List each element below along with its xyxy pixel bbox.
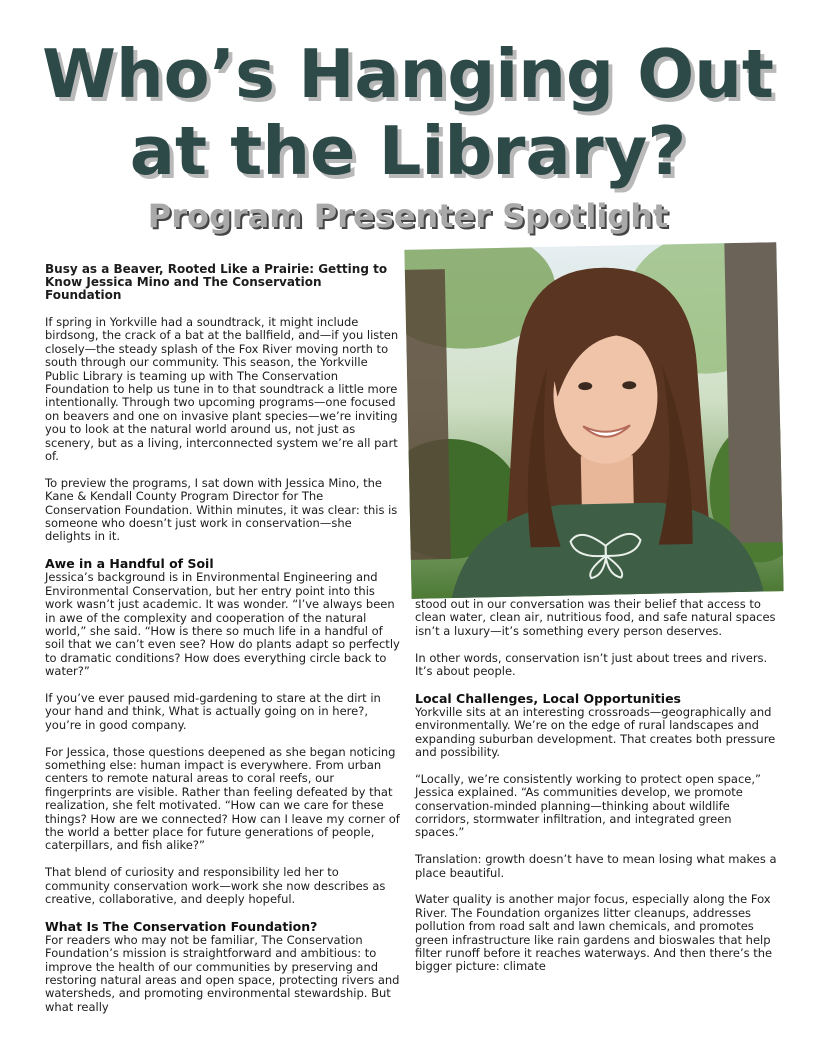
page-title-line-1: Who’s Hanging Out [42,35,774,113]
paragraph-people: In other words, conservation isn’t just about trees and rivers. It’s about people. [415,650,768,679]
paragraph-preview: To preview the programs, I sat down with Jessica Mino, the Kane & Kendall County Program Director for The Conservation Foundation. Within minutes, it was clear: this is someone who doesn’t just work in conservation—she delights in it. [45,475,398,544]
paragraph-gardening: If you’ve ever paused mid-gardening to stare at the dirt in your hand and think, What is actually going on in here?, you’re in good company. [45,690,381,732]
paragraph-mission: For readers who may not be familiar, The Conservation Foundation’s mission is straightforward and ambitious: to improve the health of our communities by preserving and restoring natural areas and open space, protecting rivers and watersheds, and promoting environmental stewardship. But what really [45,932,400,1014]
paragraph-intro: If spring in Yorkville had a soundtrack, it might include birdsong, the crack of a bat at the ballfield, and—if you listen closely—the steady splash of the Fox River moving north to south through our community. This season, the Yorkville Public Library is teaming up with The Conservation Foundation to help us tune in to that soundtrack a little more intentionally. Through two upcoming programs—one focused on beavers and one on invasive plant species—we’re inviting you to look at the natural world around us, not just as scenery, but as a living, interconnected system we’re all part of. [45,315,399,464]
page-title-line-2: at the Library? [129,112,687,190]
article-right-column [415,598,777,987]
section-heading-foundation: What Is The Conservation Foundation? [45,918,318,934]
portrait-illustration [404,242,783,599]
paragraph-access: stood out in our conversation was their belief that access to clean water, clean air, nutritious food, and safe natural spaces isn’t a luxury—it’s something every person deserves. [415,597,776,638]
paragraph-open-space: “Locally, we’re consistently working to protect open space,” Jessica explained. “As communities develop, we promote conservation-minded planning—thinking about wildlife corridors, stormwater infiltration, and integrated green spaces.” [415,771,761,840]
paragraph-impact: For Jessica, those questions deepened as she began noticing something else: human impact is everywhere. From urban centers to remote natural areas to coral reefs, our fingerprints are visible. Rather than feeling defeated by that realization, she felt motivated. “How can we care for these things? How are we connected? How can I leave my corner of the world a better place for future generations of people, caterpillars, and fish alike?” [45,744,400,853]
lead-heading: Busy as a Beaver, Rooted Like a Prairie: Getting to Know Jessica Mino and The Conservation Foundation [45,262,388,302]
section-heading-awe: Awe in a Handful of Soil [45,556,214,572]
paragraph-water-quality: Water quality is another major focus, especially along the Fox River. The Foundation organizes litter cleanups, addresses pollution from road salt and lawn chemicals, and promotes green infrastructure like rain gardens and bioswales that help filter runoff before it reaches waterways. And then there’s the bigger picture: climate [415,892,773,974]
paragraph-crossroads: Yorkville sits at an interesting crossroads—geographically and environmentally. We’re on the edge of rural landscapes and expanding suburban development. That creates both pressure and possibility. [415,704,776,760]
page-subtitle: Program Presenter Spotlight [147,197,669,235]
paragraph-background: Jessica’s background is in Environmental Engineering and Environmental Conservation, but her entry point into this work wasn’t just academic. It was wonder. “I’ve always been in awe of the complexity and cooperation of the natural world,” she said. “How is there so much life in a handful of soil that we can’t even see? How do plants adapt so perfectly to dramatic conditions? How does everything circle back to water?” [45,570,400,679]
article-left-column [45,263,401,1028]
portrait-photo [404,242,783,599]
section-heading-local: Local Challenges, Local Opportunities [415,690,681,706]
paragraph-translation: Translation: growth doesn’t have to mean losing what makes a place beautiful. [415,852,777,880]
paragraph-curiosity: That blend of curiosity and responsibility led her to community conservation work—work she now describes as creative, collaborative, and deeply hopeful. [45,865,386,906]
